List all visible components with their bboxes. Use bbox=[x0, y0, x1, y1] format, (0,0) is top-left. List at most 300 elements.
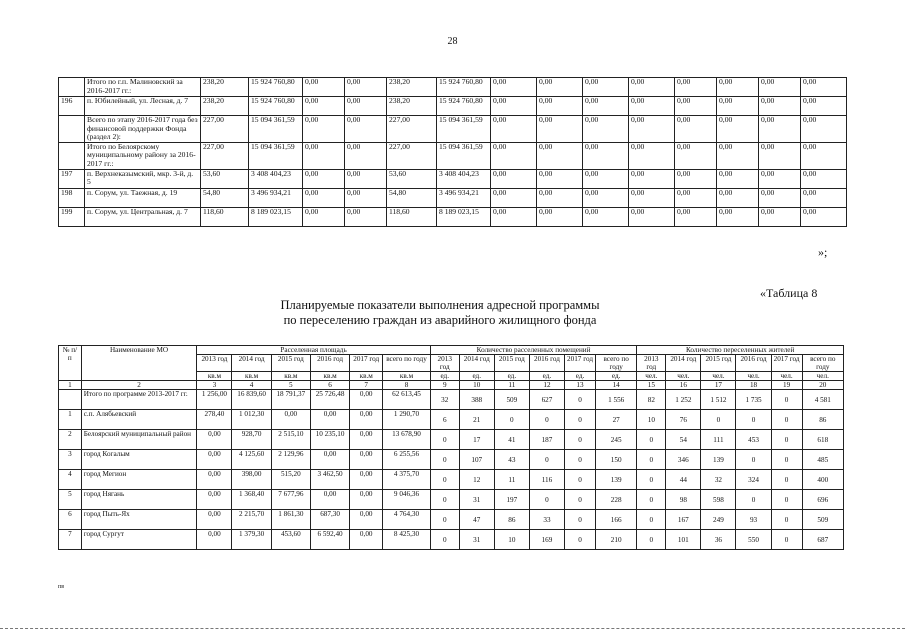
table-cell: 0,00 bbox=[197, 470, 232, 490]
header-year: 2015 год bbox=[494, 355, 529, 372]
table-cell: 0,00 bbox=[583, 142, 629, 169]
table-cell: 0 bbox=[565, 470, 596, 490]
table-cell: 1 256,00 bbox=[197, 390, 232, 410]
header-year: 2017 год bbox=[771, 355, 802, 372]
table-cell: 0,00 bbox=[583, 97, 629, 116]
table-cell: 0,00 bbox=[801, 78, 847, 97]
table-cell: 0,00 bbox=[303, 188, 345, 207]
table-cell: 0 bbox=[637, 430, 666, 450]
column-index: 1 bbox=[59, 381, 82, 390]
table-cell: 0,00 bbox=[345, 207, 387, 226]
table-cell: 0,00 bbox=[303, 116, 345, 143]
table-cell: 2 bbox=[59, 430, 82, 450]
table-cell: 0,00 bbox=[197, 450, 232, 470]
table-cell: 187 bbox=[529, 430, 564, 450]
header-year: 2016 год bbox=[310, 355, 349, 372]
table-cell: 111 bbox=[701, 430, 736, 450]
table-cell: 245 bbox=[595, 430, 636, 450]
table-cell: 13 678,90 bbox=[383, 430, 431, 450]
table-cell: 15 094 361,59 bbox=[249, 116, 303, 143]
mo-name-cell: город Мегион bbox=[81, 470, 197, 490]
table-cell: 0,00 bbox=[345, 116, 387, 143]
table-cell: 515,20 bbox=[271, 470, 310, 490]
table-cell: 0 bbox=[771, 490, 802, 510]
table-cell: 2 515,10 bbox=[271, 430, 310, 450]
table-cell: 0,00 bbox=[801, 169, 847, 188]
header-year: 2014 год bbox=[459, 355, 494, 372]
table-cell: 696 bbox=[802, 490, 843, 510]
header-unit: кв.м bbox=[350, 372, 383, 381]
table-cell: 116 bbox=[529, 470, 564, 490]
header-rooms-group: Количество расселенных помещений bbox=[430, 346, 637, 355]
table-row bbox=[59, 490, 844, 510]
mo-name-cell: город Пыть-Ях bbox=[81, 510, 197, 530]
table-cell: 928,70 bbox=[232, 430, 271, 450]
table-cell: 0,00 bbox=[350, 470, 383, 490]
table-cell: 238,20 bbox=[201, 78, 249, 97]
table-cell: 0,00 bbox=[675, 142, 717, 169]
table-cell: 107 bbox=[459, 450, 494, 470]
table-cell: 15 924 760,80 bbox=[437, 97, 491, 116]
header-unit: чел. bbox=[701, 372, 736, 381]
mo-name-cell: город Нягань bbox=[81, 490, 197, 510]
table-cell: 4 125,60 bbox=[232, 450, 271, 470]
column-index: 15 bbox=[637, 381, 666, 390]
table-cell: 3 496 934,21 bbox=[437, 188, 491, 207]
table-cell: 53,60 bbox=[387, 169, 437, 188]
column-index: 6 bbox=[310, 381, 349, 390]
table-cell: 0,00 bbox=[491, 116, 537, 143]
table-cell: 118,60 bbox=[387, 207, 437, 226]
header-area-group: Расселенная площадь bbox=[197, 346, 430, 355]
table-cell: 0,00 bbox=[675, 188, 717, 207]
header-unit: ед. bbox=[494, 372, 529, 381]
table-cell: 0,00 bbox=[537, 142, 583, 169]
table-cell: 3 408 404,23 bbox=[437, 169, 491, 188]
table-cell: 1 861,30 bbox=[271, 510, 310, 530]
table-cell: 324 bbox=[736, 470, 771, 490]
table-row bbox=[59, 207, 847, 226]
table-cell: 0 bbox=[565, 510, 596, 530]
table-cell: 5 bbox=[59, 490, 82, 510]
table-cell: 196 bbox=[59, 97, 85, 116]
table-cell: 36 bbox=[701, 530, 736, 550]
table-cell: 54,80 bbox=[201, 188, 249, 207]
table-cell: 32 bbox=[701, 470, 736, 490]
table-cell: 210 bbox=[595, 530, 636, 550]
table-cell: 618 bbox=[802, 430, 843, 450]
header-year: 2014 год bbox=[666, 355, 701, 372]
table-cell: 0,00 bbox=[303, 78, 345, 97]
column-index: 13 bbox=[565, 381, 596, 390]
table-cell: 3 408 404,23 bbox=[249, 169, 303, 188]
table-cell: 0,00 bbox=[303, 169, 345, 188]
table-cell: 687,30 bbox=[310, 510, 349, 530]
table-cell: 0,00 bbox=[345, 97, 387, 116]
table-cell: 118,60 bbox=[201, 207, 249, 226]
table-row bbox=[59, 142, 847, 169]
table-cell: 0,00 bbox=[310, 490, 349, 510]
header-number: № п/п bbox=[59, 346, 82, 381]
table-cell: 139 bbox=[701, 450, 736, 470]
table-cell: 227,00 bbox=[201, 142, 249, 169]
table-cell: 0 bbox=[771, 510, 802, 530]
table-cell: 0,00 bbox=[675, 169, 717, 188]
table-cell: 197 bbox=[494, 490, 529, 510]
header-unit: кв.м bbox=[310, 372, 349, 381]
table-cell: 238,20 bbox=[201, 97, 249, 116]
table-row bbox=[59, 450, 844, 470]
table-cell: 0,00 bbox=[629, 78, 675, 97]
table-cell: 0,00 bbox=[491, 97, 537, 116]
table-cell: 0,00 bbox=[583, 78, 629, 97]
table-cell: 0 bbox=[771, 450, 802, 470]
table-cell: 0,00 bbox=[759, 188, 801, 207]
table-cell: 0 bbox=[565, 410, 596, 430]
table-cell: 0,00 bbox=[350, 530, 383, 550]
column-index: 8 bbox=[383, 381, 431, 390]
table-cell bbox=[59, 116, 85, 143]
column-index: 7 bbox=[350, 381, 383, 390]
table-cell: 11 bbox=[494, 470, 529, 490]
table-cell: 2 215,70 bbox=[232, 510, 271, 530]
table-cell: 4 375,70 bbox=[383, 470, 431, 490]
table-title-line-1: Планируемые показатели выполнения адресной программы bbox=[280, 298, 600, 312]
table-row bbox=[59, 390, 844, 410]
table-cell: 0 bbox=[637, 490, 666, 510]
table-cell bbox=[59, 390, 82, 410]
column-index: 18 bbox=[736, 381, 771, 390]
table-cell: 6 bbox=[430, 410, 459, 430]
table-cell: 453,60 bbox=[271, 530, 310, 550]
page-number: 28 bbox=[447, 36, 458, 47]
table-cell: 4 764,30 bbox=[383, 510, 431, 530]
table-cell: 4 581 bbox=[802, 390, 843, 410]
column-index: 3 bbox=[197, 381, 232, 390]
table-cell: 98 bbox=[666, 490, 701, 510]
table-cell: 0 bbox=[637, 470, 666, 490]
table-cell: 0,00 bbox=[675, 78, 717, 97]
table-cell: 0 bbox=[565, 390, 596, 410]
table-cell: 0,00 bbox=[345, 142, 387, 169]
table-cell: 41 bbox=[494, 430, 529, 450]
table-cell: 509 bbox=[802, 510, 843, 530]
table-cell: 0,00 bbox=[537, 78, 583, 97]
table-cell: 0,00 bbox=[629, 142, 675, 169]
table-cell bbox=[59, 78, 85, 97]
table-cell: 0,00 bbox=[801, 116, 847, 143]
table-cell: 139 bbox=[595, 470, 636, 490]
table-cell: 0,00 bbox=[759, 97, 801, 116]
table-cell: 0,00 bbox=[675, 116, 717, 143]
table-cell: 32 bbox=[430, 390, 459, 410]
table-cell: 0 bbox=[736, 490, 771, 510]
table-row bbox=[59, 430, 844, 450]
table-cell: 31 bbox=[459, 490, 494, 510]
table-cell: 0 bbox=[565, 490, 596, 510]
table-cell: 8 189 023,15 bbox=[437, 207, 491, 226]
table-cell: 62 613,45 bbox=[383, 390, 431, 410]
header-unit: чел. bbox=[736, 372, 771, 381]
table-cell bbox=[59, 142, 85, 169]
table-cell: 0,00 bbox=[801, 142, 847, 169]
mo-name-cell: Белоярский муниципальный район bbox=[81, 430, 197, 450]
table-cell: 0,00 bbox=[717, 78, 759, 97]
table-cell: 0 bbox=[529, 450, 564, 470]
table-cell: 0,00 bbox=[717, 188, 759, 207]
table-cell: 249 bbox=[701, 510, 736, 530]
row-name-cell: п. Верхнеказымский, мкр. 3-й, д. 5 bbox=[85, 169, 201, 188]
table-cell: 93 bbox=[736, 510, 771, 530]
table-cell: 0 bbox=[529, 410, 564, 430]
table-cell: 1 012,30 bbox=[232, 410, 271, 430]
table-cell: 0,00 bbox=[675, 97, 717, 116]
table-cell: 0 bbox=[565, 530, 596, 550]
table-cell: 0,00 bbox=[759, 142, 801, 169]
header-unit: кв.м bbox=[271, 372, 310, 381]
table-cell: 278,40 bbox=[197, 410, 232, 430]
table-cell: 398,00 bbox=[232, 470, 271, 490]
header-year-total: всего по году bbox=[802, 355, 843, 372]
table-cell: 33 bbox=[529, 510, 564, 530]
table-cell: 0,00 bbox=[310, 410, 349, 430]
table-cell: 10 bbox=[494, 530, 529, 550]
table-cell: 346 bbox=[666, 450, 701, 470]
table-cell: 485 bbox=[802, 450, 843, 470]
table-row bbox=[59, 169, 847, 188]
table-cell: 15 924 760,80 bbox=[437, 78, 491, 97]
table-cell: 227,00 bbox=[387, 142, 437, 169]
table-cell: 0 bbox=[701, 410, 736, 430]
table-cell: 0,00 bbox=[537, 116, 583, 143]
table-cell: 16 839,60 bbox=[232, 390, 271, 410]
table-cell: 15 924 760,80 bbox=[249, 78, 303, 97]
table-cell: 8 189 023,15 bbox=[249, 207, 303, 226]
table-cell: 198 bbox=[59, 188, 85, 207]
column-index: 10 bbox=[459, 381, 494, 390]
header-year-total: всего по году bbox=[595, 355, 636, 372]
table-cell: 0 bbox=[736, 410, 771, 430]
table-cell: 0 bbox=[771, 430, 802, 450]
table-cell: 0,00 bbox=[629, 169, 675, 188]
table-cell: 10 235,10 bbox=[310, 430, 349, 450]
header-unit: чел. bbox=[771, 372, 802, 381]
table-cell: 47 bbox=[459, 510, 494, 530]
table-cell: 1 252 bbox=[666, 390, 701, 410]
header-unit: ед. bbox=[565, 372, 596, 381]
table-cell: 0,00 bbox=[491, 169, 537, 188]
table-cell: 0,00 bbox=[717, 142, 759, 169]
table-cell: 1 556 bbox=[595, 390, 636, 410]
table-cell: 167 bbox=[666, 510, 701, 530]
table-cell: 0 bbox=[430, 530, 459, 550]
table-cell: 0,00 bbox=[717, 169, 759, 188]
header-year: 2015 год bbox=[271, 355, 310, 372]
column-index: 16 bbox=[666, 381, 701, 390]
table-cell: 0 bbox=[771, 470, 802, 490]
header-unit: кв.м bbox=[232, 372, 271, 381]
table-cell: 0,00 bbox=[759, 116, 801, 143]
header-unit: ед. bbox=[529, 372, 564, 381]
table-cell: 0,00 bbox=[583, 169, 629, 188]
table-cell: 7 677,96 bbox=[271, 490, 310, 510]
table-cell: 0 bbox=[637, 530, 666, 550]
header-unit: ед. bbox=[430, 372, 459, 381]
table-cell: 0,00 bbox=[759, 169, 801, 188]
header-unit: ед. bbox=[459, 372, 494, 381]
header-year: 2016 год bbox=[736, 355, 771, 372]
table-cell: 0 bbox=[637, 510, 666, 530]
table-cell: 550 bbox=[736, 530, 771, 550]
table-cell: 0,00 bbox=[759, 78, 801, 97]
column-index: 4 bbox=[232, 381, 271, 390]
column-index: 12 bbox=[529, 381, 564, 390]
row-name-cell: Всего по этапу 2016-2017 года без финансовой поддержки Фонда (раздел 2): bbox=[85, 116, 201, 143]
table-cell: 3 496 934,21 bbox=[249, 188, 303, 207]
table-cell: 0,00 bbox=[345, 169, 387, 188]
table-cell: 17 bbox=[459, 430, 494, 450]
table-cell: 0,00 bbox=[350, 450, 383, 470]
column-index: 2 bbox=[81, 381, 197, 390]
header-unit: чел. bbox=[637, 372, 666, 381]
header-mo-name: Наименование МО bbox=[81, 346, 197, 381]
table-cell: 1 368,40 bbox=[232, 490, 271, 510]
table-cell: 0,00 bbox=[350, 430, 383, 450]
table-row bbox=[59, 530, 844, 550]
table-cell: 0,00 bbox=[717, 207, 759, 226]
row-name-cell: п. Юбилейный, ул. Лесная, д. 7 bbox=[85, 97, 201, 116]
table-cell: 0,00 bbox=[583, 207, 629, 226]
table-cell: 0,00 bbox=[717, 97, 759, 116]
table-cell: 0 bbox=[494, 410, 529, 430]
table-cell: 4 bbox=[59, 470, 82, 490]
header-unit: чел. bbox=[802, 372, 843, 381]
table-cell: 0 bbox=[430, 470, 459, 490]
table-cell: 0,00 bbox=[537, 97, 583, 116]
table-cell: 1 bbox=[59, 410, 82, 430]
table-cell: 12 bbox=[459, 470, 494, 490]
table-cell: 238,20 bbox=[387, 97, 437, 116]
header-year: 2014 год bbox=[232, 355, 271, 372]
header-year: 2015 год bbox=[701, 355, 736, 372]
column-index: 20 bbox=[802, 381, 843, 390]
table-cell: 1 735 bbox=[736, 390, 771, 410]
table-cell: 10 bbox=[637, 410, 666, 430]
scan-edge-line bbox=[0, 628, 905, 629]
table-cell: 150 bbox=[595, 450, 636, 470]
table-cell: 0 bbox=[430, 450, 459, 470]
column-index: 9 bbox=[430, 381, 459, 390]
table-row bbox=[59, 97, 847, 116]
header-year-total: всего по году bbox=[383, 355, 431, 372]
header-year: 2017 год bbox=[565, 355, 596, 372]
table-cell: 82 bbox=[637, 390, 666, 410]
table-cell: 6 592,40 bbox=[310, 530, 349, 550]
header-year: 2013 год bbox=[197, 355, 232, 372]
table-cell: 0,00 bbox=[801, 188, 847, 207]
table-cell: 627 bbox=[529, 390, 564, 410]
row-name-cell: п. Сорум, ул. Центральная, д. 7 bbox=[85, 207, 201, 226]
table-cell: 54 bbox=[666, 430, 701, 450]
table-row bbox=[59, 470, 844, 490]
table-cell: 21 bbox=[459, 410, 494, 430]
table-row bbox=[59, 116, 847, 143]
table-cell: 15 094 361,59 bbox=[437, 142, 491, 169]
table-cell: 227,00 bbox=[201, 116, 249, 143]
table-cell: 2 129,96 bbox=[271, 450, 310, 470]
mo-name-cell: город Сургут bbox=[81, 530, 197, 550]
table-cell: 25 726,48 bbox=[310, 390, 349, 410]
indicators-table bbox=[58, 345, 844, 550]
column-index: 5 bbox=[271, 381, 310, 390]
header-year: 2013 год bbox=[637, 355, 666, 372]
table-cell: 0,00 bbox=[491, 207, 537, 226]
table-cell: 0,00 bbox=[345, 188, 387, 207]
table-cell: 598 bbox=[701, 490, 736, 510]
table-cell: 9 046,36 bbox=[383, 490, 431, 510]
row-name-cell: Итого по г.п. Малиновский за 2016-2017 гг.: bbox=[85, 78, 201, 97]
table-cell: 0,00 bbox=[717, 116, 759, 143]
table-cell: 0 bbox=[771, 530, 802, 550]
table-cell: 0,00 bbox=[197, 510, 232, 530]
table-cell: 3 bbox=[59, 450, 82, 470]
table-cell: 0,00 bbox=[197, 430, 232, 450]
table-cell: 7 bbox=[59, 530, 82, 550]
table-cell: 0 bbox=[529, 490, 564, 510]
table-cell: 228 bbox=[595, 490, 636, 510]
table-cell: 76 bbox=[666, 410, 701, 430]
header-people-group: Количество переселенных жителей bbox=[637, 346, 844, 355]
table-cell: 0,00 bbox=[629, 207, 675, 226]
header-unit: кв.м bbox=[383, 372, 431, 381]
table-cell: 0,00 bbox=[197, 530, 232, 550]
table-row bbox=[59, 188, 847, 207]
table-title bbox=[200, 298, 680, 328]
table-cell: 453 bbox=[736, 430, 771, 450]
table-cell: 0 bbox=[771, 390, 802, 410]
table-cell: 0,00 bbox=[491, 142, 537, 169]
table-cell: 31 bbox=[459, 530, 494, 550]
table-cell: 509 bbox=[494, 390, 529, 410]
mo-name-cell: с.п. Алябьевский bbox=[81, 410, 197, 430]
table-cell: 0,00 bbox=[537, 207, 583, 226]
table-cell: 0,00 bbox=[303, 97, 345, 116]
table-cell: 227,00 bbox=[387, 116, 437, 143]
table-cell: 15 094 361,59 bbox=[249, 142, 303, 169]
table-cell: 166 bbox=[595, 510, 636, 530]
mo-name-cell: Итого по программе 2013-2017 гг. bbox=[81, 390, 197, 410]
table-cell: 1 290,70 bbox=[383, 410, 431, 430]
closing-quote-mark: »; bbox=[818, 245, 828, 259]
table-cell: 8 425,30 bbox=[383, 530, 431, 550]
table-cell: 1 512 bbox=[701, 390, 736, 410]
table-cell: 0 bbox=[430, 490, 459, 510]
table-cell: 15 924 760,80 bbox=[249, 97, 303, 116]
table-cell: 0,00 bbox=[350, 510, 383, 530]
header-unit: чел. bbox=[666, 372, 701, 381]
table-cell: 0,00 bbox=[350, 390, 383, 410]
table-cell: 1 379,30 bbox=[232, 530, 271, 550]
table-cell: 0,00 bbox=[345, 78, 387, 97]
table-cell: 0,00 bbox=[537, 188, 583, 207]
table-cell: 0,00 bbox=[303, 142, 345, 169]
table-cell: 101 bbox=[666, 530, 701, 550]
table-cell: 0 bbox=[637, 450, 666, 470]
table-cell: 400 bbox=[802, 470, 843, 490]
table-cell: 0,00 bbox=[801, 207, 847, 226]
table-number-label: «Таблица 8 bbox=[760, 286, 818, 300]
table-title-line-2: по переселению граждан из аварийного жилищного фонда bbox=[283, 313, 597, 327]
